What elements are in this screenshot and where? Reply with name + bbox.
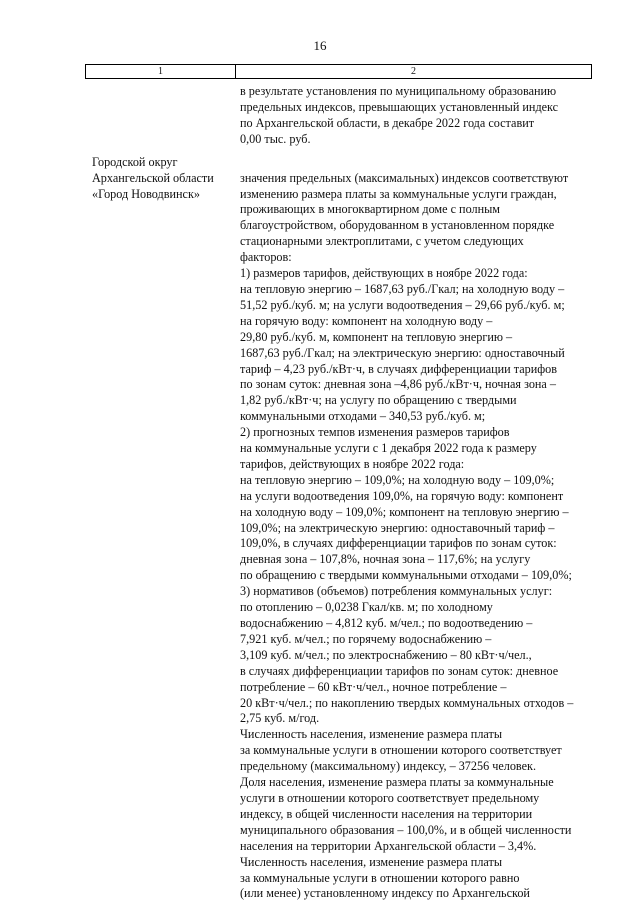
municipality-name-line: Архангельской области	[92, 170, 214, 185]
text-line: за коммунальные услуги в отношении которого соответствует	[240, 743, 562, 758]
text-line: на услуги водоотведения 109,0%, на горячую воду: компонент	[240, 488, 564, 503]
text-line: 7,921 куб. м/чел.; по горячему водоснабжению –	[240, 631, 492, 646]
text-line: на холодную воду – 109,0%; компонент на тепловую энергию –	[240, 504, 569, 519]
row-gap	[240, 148, 600, 171]
text-line: 29,80 руб./куб. м, компонент на тепловую энергию –	[240, 329, 513, 344]
text-line: по Архангельской области, в декабре 2022 года составит	[240, 115, 535, 130]
text-line: проживающих в многоквартирном доме с полным	[240, 202, 501, 217]
text-line: предельному (максимальному) индексу, – 37256 человек.	[240, 759, 536, 774]
text-line: индексу, в общей численности населения на территории	[240, 806, 533, 821]
text-line: 1687,63 руб./Гкал; на электрическую энергию: одноставочный	[240, 345, 565, 360]
text-line: 2) прогнозных темпов изменения размеров тарифов	[240, 425, 510, 440]
text-line: 1) размеров тарифов, действующих в ноябре 2022 года:	[240, 266, 528, 281]
text-line: 3) нормативов (объемов) потребления коммунальных услуг:	[240, 584, 553, 599]
text-line: водоснабжению – 4,812 куб. м/чел.; по водоотведению –	[240, 616, 533, 630]
text-line: 1,82 руб./кВт·ч; на услугу по обращению с твердыми	[240, 393, 517, 408]
text-line: населения на территории Архангельской области – 3,4%.	[240, 838, 537, 853]
text-line: 20 кВт·ч/чел.; по накоплению твердых коммунальных отходов –	[240, 695, 574, 710]
table-header-row	[85, 64, 592, 79]
text-line: на коммунальные услуги с 1 декабря 2022 года к размеру	[240, 441, 537, 456]
text-line: 109,0%; на электрическую энергию: одноставочный тариф –	[240, 520, 555, 535]
text-line: дневная зона – 107,8%, ночная зона – 117,6%; на услугу	[240, 552, 531, 567]
text-line: Доля населения, изменение размера платы за коммунальные	[240, 775, 554, 790]
municipality-name-line: «Город Новодвинск»	[92, 186, 200, 201]
text-line: в результате установления по муниципальному образованию	[240, 84, 557, 98]
text-line: предельных индексов, превышающих установленный индекс	[240, 99, 559, 114]
text-line: за коммунальные услуги в отношении которого равно	[240, 870, 520, 885]
text-line: на тепловую энергию – 109,0%; на холодную воду – 109,0%;	[240, 472, 555, 487]
text-line: муниципального образования – 100,0%, и в общей численности	[240, 822, 572, 837]
text-line: Численность населения, изменение размера платы	[240, 854, 503, 869]
text-line: коммунальными отходами – 340,53 руб./куб. м;	[240, 409, 486, 424]
text-line: по обращению с твердыми коммунальными отходами – 109,0%;	[240, 568, 572, 583]
text-line: по отоплению – 0,0238 Гкал/кв. м; по холодному	[240, 600, 493, 615]
page-number: 16	[313, 38, 327, 53]
text-line: услуги в отношении которого соответствует предельному	[240, 790, 540, 805]
text-line: благоустройством, оборудованном в установленном порядке	[240, 218, 555, 233]
table-header-col-1: 1	[86, 65, 236, 78]
text-line: 109,0%, в случаях дифференциации тарифов по зонам суток:	[240, 536, 557, 551]
text-line: Численность населения, изменение размера платы	[240, 727, 503, 742]
text-line: стационарными электроплитами, с учетом следующих	[240, 234, 524, 249]
text-line: потребление – 60 кВт·ч/чел., ночное потребление –	[240, 679, 507, 694]
main-paragraph	[240, 171, 600, 903]
text-line: на тепловую энергию – 1687,63 руб./Гкал; на холодную воду –	[240, 281, 565, 296]
text-line: 51,52 руб./куб. м; на услуги водоотведения – 29,66 руб./куб. м;	[240, 297, 565, 312]
text-line: значения предельных (максимальных) индексов соответствуют	[240, 170, 569, 185]
description-cell	[240, 84, 600, 902]
text-line: в случаях дифференциации тарифов по зонам суток: дневное	[240, 663, 559, 678]
text-line: тариф – 4,23 руб./кВт·ч, в случаях дифференциации тарифов	[240, 361, 557, 376]
table-header-col-2: 2	[411, 66, 416, 77]
text-line: тарифов, действующих в ноябре 2022 года:	[240, 456, 465, 471]
text-line: 0,00 тыс. руб.	[240, 131, 311, 146]
text-line: изменению размера платы за коммунальные услуги граждан,	[240, 186, 557, 201]
text-line: на горячую воду: компонент на холодную воду –	[240, 313, 493, 328]
text-line: (или менее) установленному индексу по Архангельской	[240, 886, 530, 901]
continuation-paragraph	[240, 84, 600, 148]
municipality-name-cell	[92, 155, 232, 203]
municipality-name-line: Городской округ	[92, 155, 178, 169]
text-line: по зонам суток: дневная зона –4,86 руб./кВт·ч, ночная зона –	[240, 377, 556, 392]
text-line: 3,109 куб. м/чел.; по электроснабжению – 80 кВт·ч/чел.,	[240, 647, 532, 662]
text-line: факторов:	[240, 250, 292, 265]
text-line: 2,75 куб. м/год.	[240, 711, 320, 726]
